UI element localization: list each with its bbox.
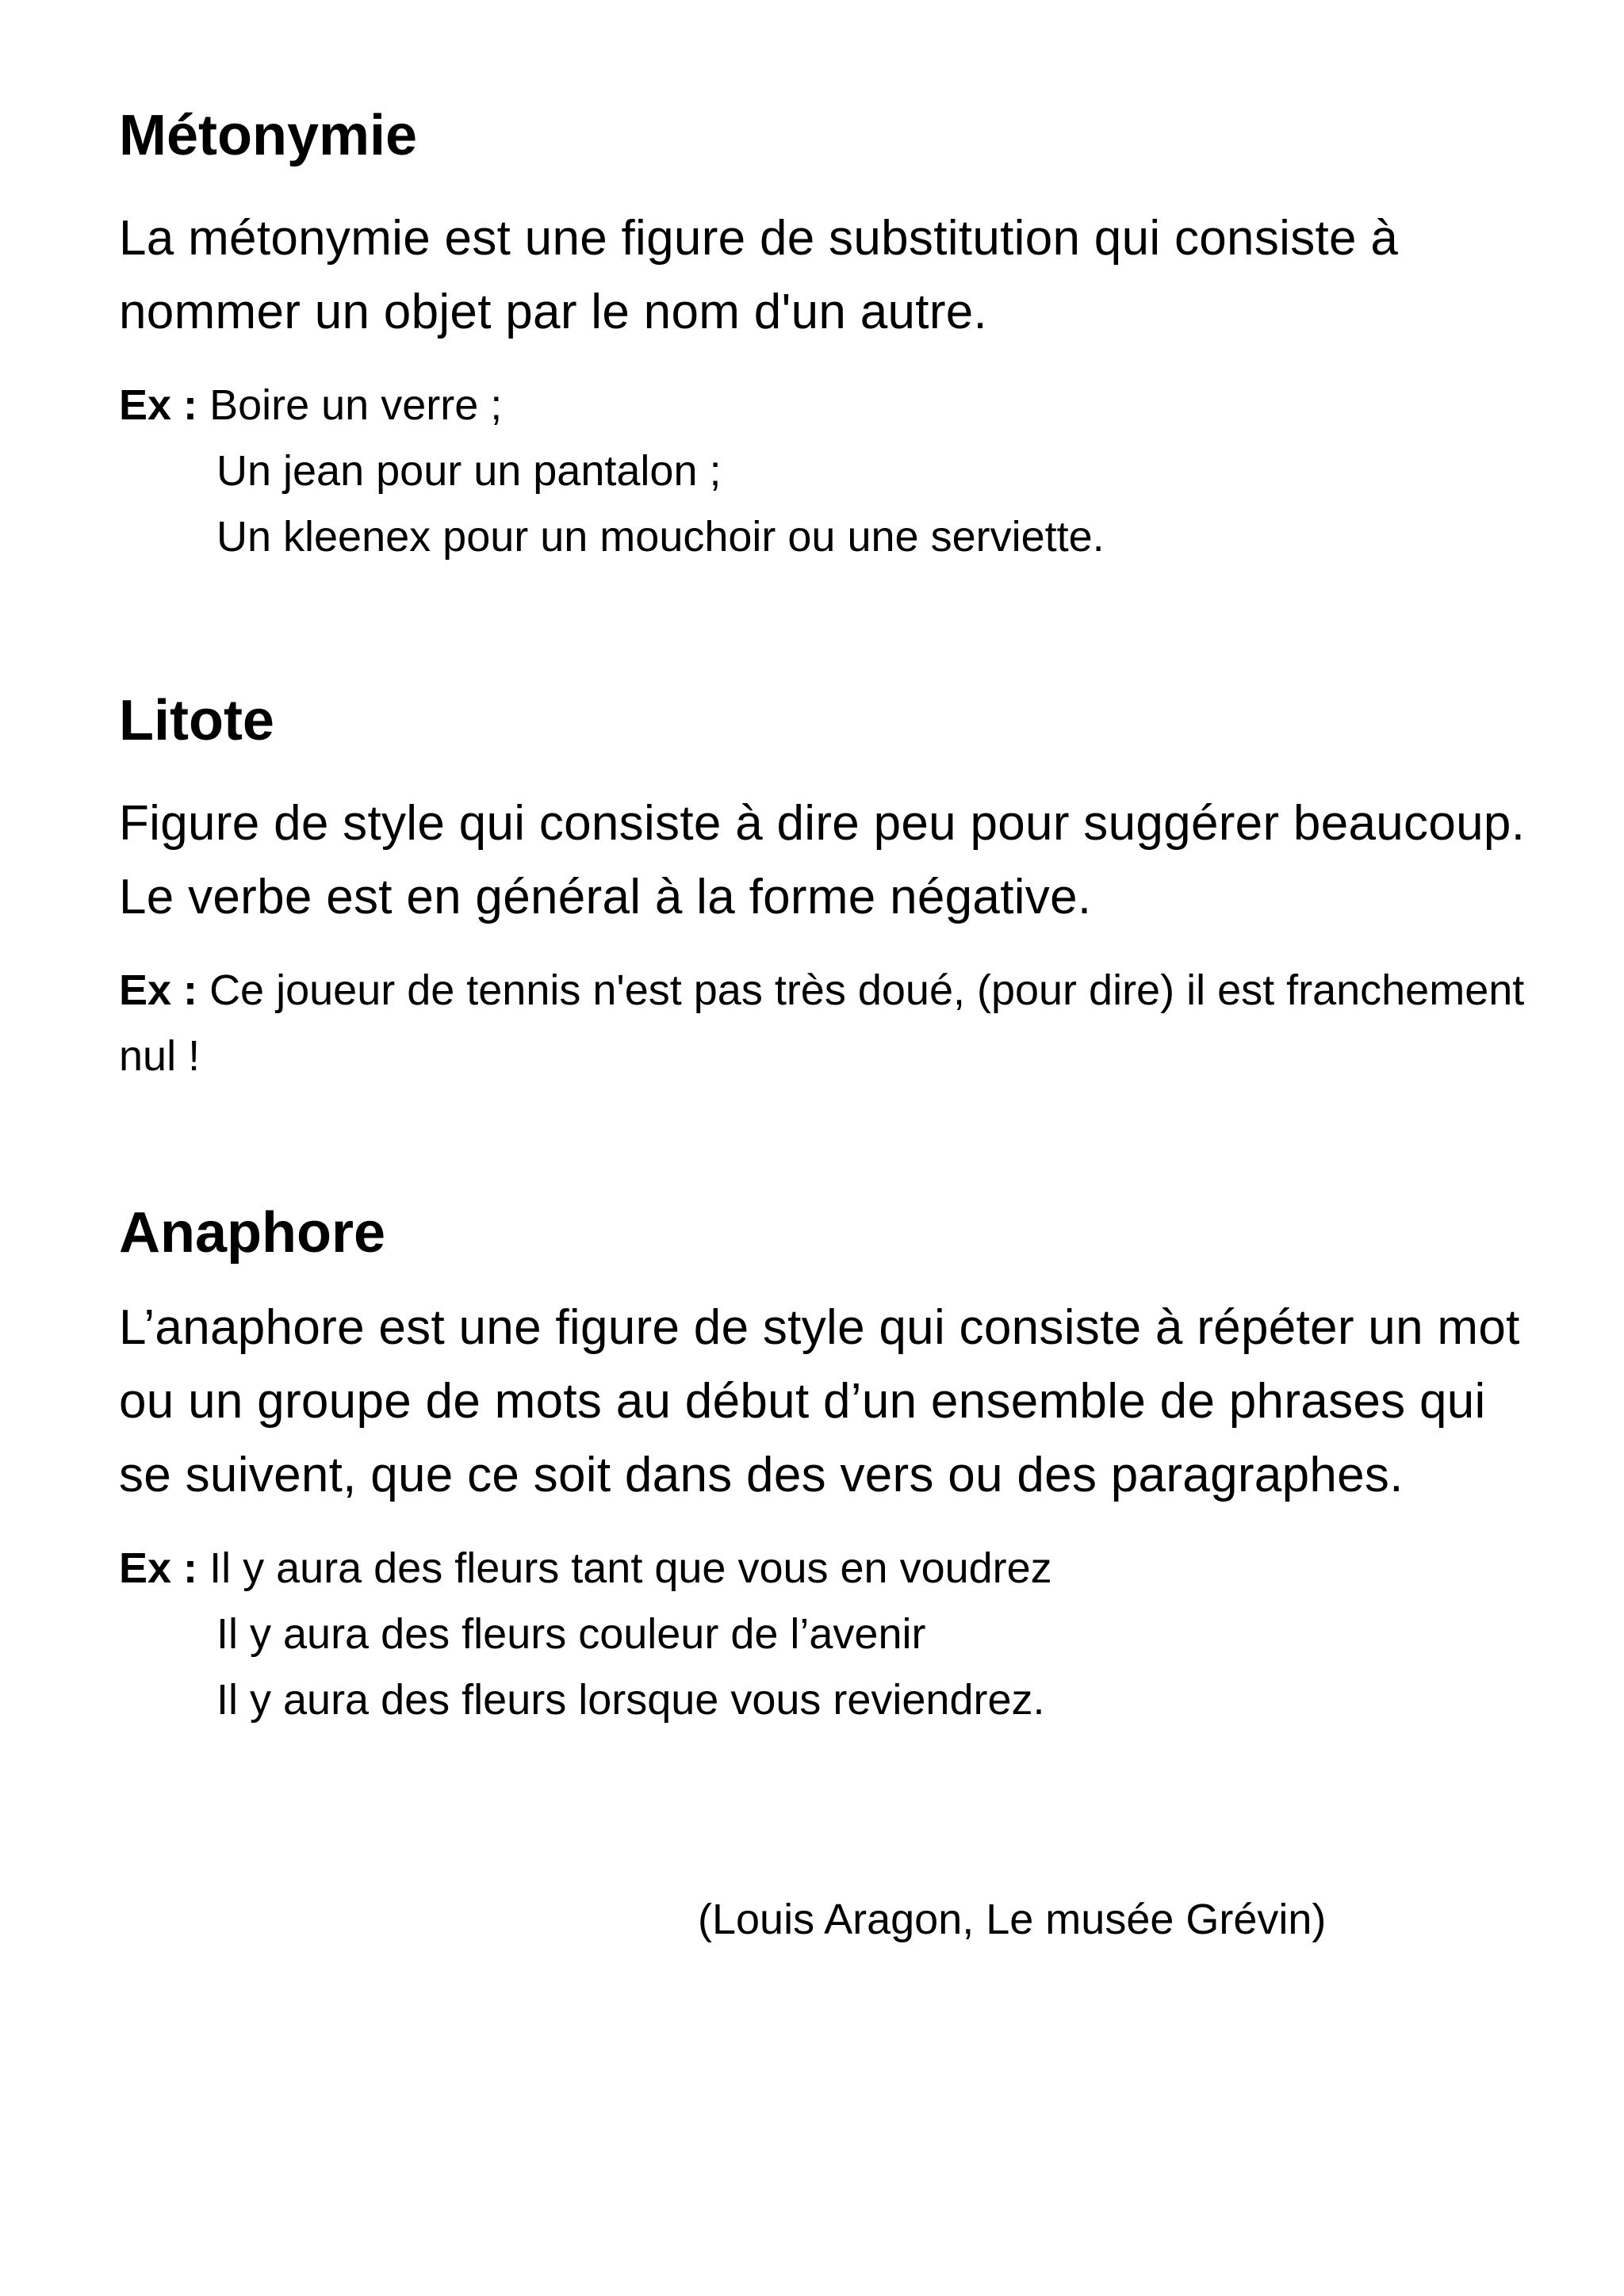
example-line: Il y aura des fleurs lorsque vous reviendrez.: [216, 1676, 1045, 1724]
section-title: Métonymie: [119, 104, 418, 167]
section-title: Litote: [119, 689, 274, 752]
example-line: Un jean pour un pantalon ;: [216, 447, 722, 496]
section-example: [119, 1536, 1530, 1733]
section-example: [119, 373, 1530, 570]
section-definition: La métonymie est une figure de substitution qui consiste à nommer un objet par le nom d'un autre.: [119, 211, 1399, 340]
section-definition: Figure de style qui consiste à dire peu pour suggérer beaucoup. Le verbe est en général à la forme négative.: [119, 796, 1526, 925]
example-line: Il y aura des fleurs couleur de l’avenir: [216, 1610, 926, 1659]
example-label: Ex :: [119, 1544, 198, 1593]
section-title: Anaphore: [119, 1201, 386, 1265]
section-definition: L’anaphore est une figure de style qui consiste à répéter un mot ou un groupe de mots au début d’un ensemble de phrases qui se suivent, que ce soit dans des vers ou des paragraphes.: [119, 1300, 1520, 1503]
section-anaphore: [119, 1199, 1530, 1733]
example-text: Ce joueur de tennis n'est pas très doué, (pour dire) il est franchement nul !: [119, 966, 1525, 1081]
section-litote: [119, 687, 1530, 1089]
citation: (Louis Aragon, Le musée Grévin): [698, 1896, 1327, 1943]
example-line: Un kleenex pour un mouchoir ou une serviette.: [216, 513, 1105, 561]
example-label: Ex :: [119, 966, 198, 1015]
example-label: Ex :: [119, 381, 198, 430]
section-example: [119, 958, 1530, 1089]
example-line: Il y aura des fleurs tant que vous en voudrez: [209, 1544, 1052, 1593]
example-line: Boire un verre ;: [209, 381, 503, 430]
section-metonymie: [119, 101, 1530, 570]
